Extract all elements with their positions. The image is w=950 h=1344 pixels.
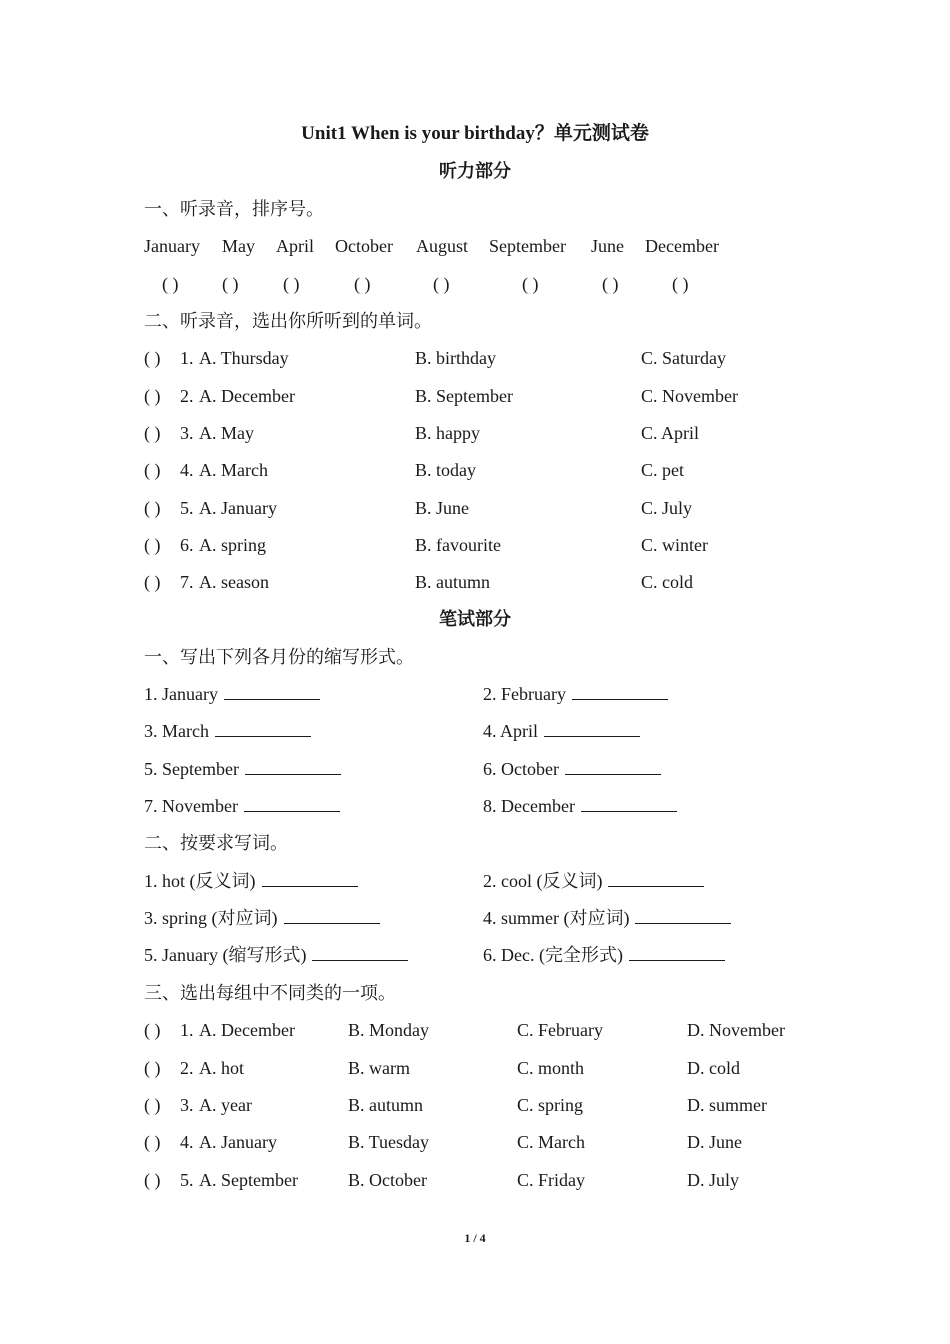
question-number: 4.	[180, 1132, 194, 1152]
answer-blank[interactable]	[608, 870, 704, 887]
answer-bracket[interactable]: ( )	[144, 386, 161, 406]
abbrev-label: 6. October	[483, 759, 559, 779]
answer-bracket[interactable]: ( )	[144, 348, 161, 368]
answer-blank[interactable]	[544, 720, 640, 737]
question-row	[0, 1129, 950, 1155]
answer-bracket[interactable]: ( )	[144, 498, 161, 518]
listening-heading: 听力部分	[439, 161, 511, 181]
writing-part1-instruction: 一、写出下列各月份的缩写形式。	[144, 647, 414, 667]
answer-bracket[interactable]: ( )	[433, 274, 450, 294]
abbrev-item	[144, 718, 311, 744]
option-b: B. October	[348, 1170, 427, 1190]
answer-bracket[interactable]: ( )	[162, 274, 179, 294]
option-c: C. March	[517, 1132, 585, 1152]
option-d: D. November	[687, 1020, 785, 1040]
option-a: A. December	[199, 1020, 295, 1040]
option-d: D. July	[687, 1170, 740, 1190]
order-brackets	[0, 271, 950, 297]
answer-blank[interactable]	[629, 944, 725, 961]
option-c: C. winter	[641, 535, 708, 555]
question-number: 3.	[180, 423, 194, 443]
answer-bracket[interactable]: ( )	[672, 274, 689, 294]
answer-blank[interactable]	[581, 795, 677, 812]
question-number: 2.	[180, 386, 194, 406]
option-b: B. September	[415, 386, 513, 406]
word-row	[0, 868, 950, 894]
abbrev-item	[483, 681, 668, 707]
word-item	[144, 942, 408, 968]
option-a: A. Thursday	[199, 348, 289, 368]
question-row	[0, 495, 950, 521]
month-word: January	[144, 236, 200, 256]
option-a: A. May	[199, 423, 254, 443]
answer-blank[interactable]	[224, 683, 320, 700]
answer-bracket[interactable]: ( )	[144, 1058, 161, 1078]
answer-blank[interactable]	[565, 758, 661, 775]
abbrev-label: 2. February	[483, 684, 566, 704]
question-number: 6.	[180, 535, 194, 555]
writing-part2-instruction: 二、按要求写词。	[144, 833, 288, 853]
abbrev-row	[0, 681, 950, 707]
abbrev-label: 5. September	[144, 759, 239, 779]
page-number: 1 / 4	[464, 1231, 486, 1245]
answer-blank[interactable]	[262, 870, 358, 887]
month-word: May	[222, 236, 255, 256]
option-b: B. Monday	[348, 1020, 429, 1040]
answer-blank[interactable]	[244, 795, 340, 812]
abbrev-item	[483, 756, 661, 782]
answer-bracket[interactable]: ( )	[144, 423, 161, 443]
question-row	[0, 457, 950, 483]
option-a: A. September	[199, 1170, 298, 1190]
word-item	[483, 905, 731, 931]
option-b: B. June	[415, 498, 469, 518]
month-word: December	[645, 236, 719, 256]
answer-bracket[interactable]: ( )	[144, 460, 161, 480]
abbrev-item	[144, 793, 340, 819]
abbrev-row	[0, 793, 950, 819]
option-c: C. Friday	[517, 1170, 586, 1190]
question-row	[0, 420, 950, 446]
page-title: Unit1 When is your birthday？单元测试卷	[301, 123, 649, 144]
month-word: October	[335, 236, 393, 256]
answer-bracket[interactable]: ( )	[144, 1095, 161, 1115]
option-d: D. summer	[687, 1095, 767, 1115]
answer-bracket[interactable]: ( )	[522, 274, 539, 294]
answer-bracket[interactable]: ( )	[144, 572, 161, 592]
abbrev-label: 7. November	[144, 796, 238, 816]
question-number: 2.	[180, 1058, 194, 1078]
option-a: A. January	[199, 498, 277, 518]
question-number: 4.	[180, 460, 194, 480]
abbrev-label: 1. January	[144, 684, 218, 704]
option-d: D. June	[687, 1132, 742, 1152]
question-row	[0, 1092, 950, 1118]
word-item	[483, 868, 704, 894]
option-c: C. month	[517, 1058, 585, 1078]
question-number: 3.	[180, 1095, 194, 1115]
abbrev-item	[144, 681, 320, 707]
month-list	[0, 233, 950, 259]
abbrev-row	[0, 756, 950, 782]
option-b: B. warm	[348, 1058, 410, 1078]
option-b: B. happy	[415, 423, 480, 443]
answer-blank[interactable]	[312, 944, 408, 961]
option-a: A. hot	[199, 1058, 244, 1078]
answer-bracket[interactable]: ( )	[144, 1020, 161, 1040]
option-a: A. March	[199, 460, 268, 480]
option-a: A. year	[199, 1095, 252, 1115]
month-word: September	[489, 236, 566, 256]
option-b: B. favourite	[415, 535, 501, 555]
abbrev-row	[0, 718, 950, 744]
month-word: June	[591, 236, 624, 256]
answer-blank[interactable]	[245, 758, 341, 775]
word-label: 2. cool (反义词)	[483, 871, 603, 891]
abbrev-item	[483, 718, 640, 744]
word-item	[483, 942, 725, 968]
option-b: B. birthday	[415, 348, 496, 368]
word-label: 4. summer (对应词)	[483, 908, 630, 928]
month-word: April	[276, 236, 314, 256]
answer-bracket[interactable]: ( )	[283, 274, 300, 294]
word-row	[0, 905, 950, 931]
option-b: B. today	[415, 460, 476, 480]
question-row	[0, 1017, 950, 1043]
abbrev-label: 4. April	[483, 721, 539, 741]
option-a: A. season	[199, 572, 269, 592]
option-a: A. spring	[199, 535, 266, 555]
option-c: C. April	[641, 423, 700, 443]
word-label: 6. Dec. (完全形式)	[483, 945, 623, 965]
option-c: C. Saturday	[641, 348, 726, 368]
word-row	[0, 942, 950, 968]
word-label: 5. January (缩写形式)	[144, 945, 307, 965]
option-c: C. November	[641, 386, 738, 406]
question-number: 1.	[180, 1020, 194, 1040]
question-number: 1.	[180, 348, 194, 368]
abbrev-label: 8. December	[483, 796, 575, 816]
option-b: B. Tuesday	[348, 1132, 430, 1152]
word-item	[144, 868, 358, 894]
abbrev-item	[144, 756, 341, 782]
abbrev-label: 3. March	[144, 721, 209, 741]
writing-part3-instruction: 三、选出每组中不同类的一项。	[144, 983, 396, 1003]
option-b: B. autumn	[348, 1095, 423, 1115]
option-c: C. July	[641, 498, 693, 518]
answer-bracket[interactable]: ( )	[354, 274, 371, 294]
answer-bracket[interactable]: ( )	[144, 1170, 161, 1190]
question-number: 7.	[180, 572, 194, 592]
listening-part1-instruction: 一、听录音，排序号。	[144, 199, 324, 219]
answer-blank[interactable]	[572, 683, 668, 700]
word-item	[144, 905, 380, 931]
option-d: D. cold	[687, 1058, 740, 1078]
question-row	[0, 1055, 950, 1081]
option-c: C. pet	[641, 460, 684, 480]
answer-bracket[interactable]: ( )	[144, 1132, 161, 1152]
answer-bracket[interactable]: ( )	[222, 274, 239, 294]
option-c: C. February	[517, 1020, 603, 1040]
option-a: A. December	[199, 386, 295, 406]
answer-bracket[interactable]: ( )	[144, 535, 161, 555]
month-word: August	[416, 236, 469, 256]
question-row	[0, 569, 950, 595]
answer-blank[interactable]	[635, 907, 731, 924]
listening-part2-instruction: 二、听录音，选出你所听到的单词。	[144, 311, 432, 331]
answer-bracket[interactable]: ( )	[602, 274, 619, 294]
question-number: 5.	[180, 1170, 194, 1190]
question-row	[0, 1167, 950, 1193]
answer-blank[interactable]	[284, 907, 380, 924]
option-c: C. cold	[641, 572, 693, 592]
option-b: B. autumn	[415, 572, 490, 592]
word-label: 3. spring (对应词)	[144, 908, 278, 928]
question-row	[0, 345, 950, 371]
option-a: A. January	[199, 1132, 277, 1152]
question-number: 5.	[180, 498, 194, 518]
writing-heading: 笔试部分	[439, 609, 511, 629]
abbrev-item	[483, 793, 677, 819]
question-row	[0, 383, 950, 409]
option-c: C. spring	[517, 1095, 584, 1115]
word-label: 1. hot (反义词)	[144, 871, 256, 891]
answer-blank[interactable]	[215, 720, 311, 737]
question-row	[0, 532, 950, 558]
